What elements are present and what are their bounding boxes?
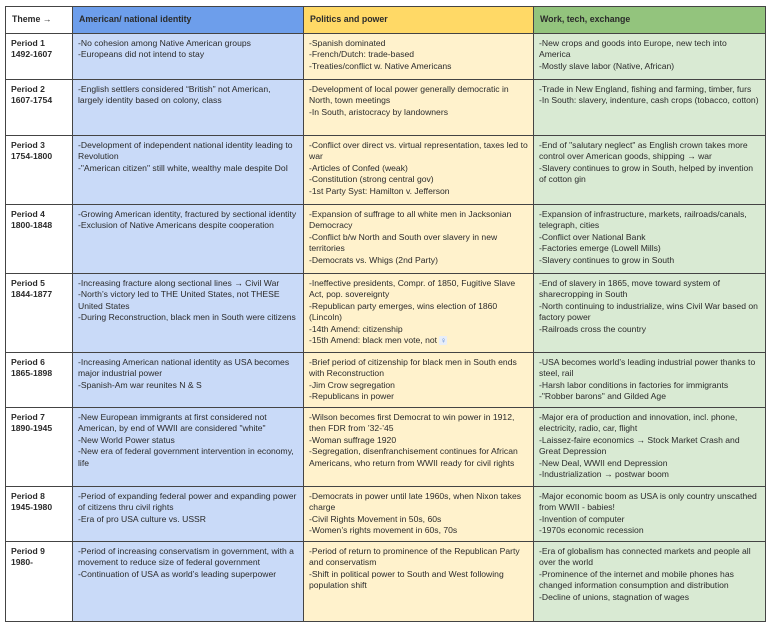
bullet-text [309, 232, 528, 255]
bullet-label: -Growing American identity, fractured by sectional identity [78, 209, 297, 219]
work-cell [534, 136, 766, 205]
bullet-label: -Spanish dominated [309, 38, 386, 48]
bullet-text [539, 255, 760, 266]
politics-cell [304, 80, 534, 136]
bullet-text [78, 84, 298, 107]
bullet-label: -"American citizen" still white, wealthy male despite DoI [78, 162, 289, 173]
bullet-label: -Prominence of the internet and mobile phones has changed information consumption and distribution [539, 568, 734, 591]
period-cell [6, 34, 73, 80]
period-years: 1754-1800 [11, 151, 53, 162]
bullet-label: -Exclusion of Native Americans despite cooperation [78, 220, 274, 231]
bullet-text [539, 243, 760, 254]
bullet-label: -Mostly slave labor (Native, African) [539, 60, 675, 71]
bullet-label: -Era of globalism has connected markets and people all over the world [539, 546, 751, 568]
bullet-label: -Ineffective presidents, Compr. of 1850, Fugitive Slave Act, pop. sovereignty [309, 278, 516, 300]
table-row [6, 205, 766, 274]
bullet-text [78, 514, 298, 525]
bullet-text [78, 435, 298, 446]
identity-cell [73, 34, 304, 80]
period-years: 1980- [11, 557, 33, 568]
history-themes-table [5, 6, 766, 622]
bullet-label: -Conflict over National Bank [539, 231, 646, 242]
period-label: Period 2 [11, 84, 45, 94]
period-cell [6, 353, 73, 408]
bullet-text [309, 278, 528, 301]
period-label: Period 5 [11, 278, 45, 288]
bullet-text [78, 220, 298, 231]
bullet-label: -North’s victory led to THE United States, not THESE United States [78, 289, 280, 311]
bullet-text [539, 469, 760, 480]
bullet-label: -Development of local power generally democratic in North, town meetings [309, 84, 509, 106]
period-years: 1492-1607 [11, 49, 53, 60]
bullet-text [309, 446, 528, 469]
identity-cell [73, 80, 304, 136]
bullet-text [539, 163, 760, 186]
bullet-label: -North continuing to industrialize, wins Civil War based on factory power [539, 300, 758, 323]
bullet-text [78, 289, 298, 312]
table-row [6, 136, 766, 205]
bullet-label: -Slavery continues to grow in South, helped by invention of cotton gin [539, 162, 754, 185]
bullet-label: -Democrats in power until late 1960s, when Nixon takes charge [309, 491, 522, 513]
identity-cell [73, 274, 304, 353]
bullet-text [539, 232, 760, 243]
bullet-text [539, 491, 760, 514]
bullet-label: -USA becomes world’s leading industrial power thanks to steel, rail [539, 357, 756, 379]
table-row [6, 408, 766, 487]
bullet-label: -Laissez-faire economics → Stock Market Crash and Great Depression [539, 434, 740, 457]
bullet-label: -New Deal, WWII end Depression [539, 457, 668, 468]
work-cell [534, 274, 766, 353]
bullet-label: -Democrats vs. Whigs (2nd Party) [309, 254, 438, 265]
period-years: 1890-1945 [11, 423, 53, 434]
bullet-text [539, 514, 760, 525]
bullet-text [309, 61, 528, 72]
bullet-label: -Increasing American national identity as USA becomes major industrial power [78, 357, 290, 379]
bullet-label: -Invention of computer [539, 513, 625, 524]
bullet-label: -New era of federal government intervention in economy, life [78, 446, 294, 468]
bullet-text [78, 357, 298, 380]
bullet-label: -Major era of production and innovation, incl. phone, electricity, radio, car, flight [539, 412, 738, 434]
bullet-text [539, 61, 760, 72]
politics-header: Politics and power [304, 7, 534, 34]
bullet-text [309, 335, 528, 346]
table-row [6, 353, 766, 408]
bullet-label: -New European immigrants at first considered not American, by end of WWII are considered "white" [78, 412, 267, 434]
politics-cell [304, 274, 534, 353]
bullet-text [78, 163, 298, 174]
identity-cell [73, 353, 304, 408]
politics-cell [304, 487, 534, 542]
politics-cell [304, 205, 534, 274]
bullet-label: -Continuation of USA as world’s leading superpower [78, 568, 277, 579]
bullet-label: -Treaties/conflict w. Native Americans [309, 60, 452, 71]
table-row [6, 34, 766, 80]
period-cell [6, 136, 73, 205]
bullet-text [309, 107, 528, 118]
identity-cell [73, 487, 304, 542]
work-cell [534, 408, 766, 487]
bullet-label: -Civil Rights Movement in 50s, 60s [309, 513, 442, 524]
bullet-text [78, 209, 298, 220]
bullet-text [309, 163, 528, 174]
bullet-label: -Brief period of citizenship for black men in South ends with Reconstruction [309, 357, 517, 379]
bullet-label: -Shift in political power to South and West following population shift [309, 568, 504, 591]
bullet-text [539, 412, 760, 435]
period-label: Period 4 [11, 209, 45, 219]
bullet-text [309, 491, 528, 514]
bullet-label: -Wilson becomes first Democrat to win power in 1912, then FDR from ’32-’45 [309, 412, 515, 434]
bullet-text [309, 546, 528, 569]
bullet-label: -Republicans in power [309, 391, 395, 402]
period-cell [6, 205, 73, 274]
bullet-label: -Conflict over direct vs. virtual representation, taxes led to war [309, 140, 528, 162]
bullet-label: -Jim Crow segregation [309, 379, 395, 390]
bullet-text [539, 525, 760, 536]
bullet-text [78, 38, 298, 49]
bullet-text [309, 209, 528, 232]
female-symbol-icon: ♀ [440, 336, 447, 346]
bullet-text [309, 255, 528, 266]
period-label: Period 3 [11, 140, 45, 150]
period-cell [6, 408, 73, 487]
bullet-text [309, 357, 528, 380]
bullet-label: -Spanish-Am war reunites N & S [78, 379, 202, 390]
bullet-label: -Increasing fracture along sectional lines → Civil War [78, 278, 280, 288]
bullet-text [539, 592, 760, 603]
bullet-label: -1st Party Syst: Hamilton v. Jefferson [309, 185, 450, 196]
bullet-text [78, 312, 298, 323]
bullet-text [539, 569, 760, 592]
bullet-label: -Industrialization → postwar boom [539, 469, 669, 480]
bullet-text [539, 209, 760, 232]
bullet-label: -New crops and goods into Europe, new tech into America [539, 38, 727, 60]
table-row [6, 80, 766, 136]
bullet-text [309, 174, 528, 185]
bullet-text [78, 278, 298, 289]
bullet-text [309, 569, 528, 592]
bullet-text [78, 412, 298, 435]
bullet-label: -"Robber barons" and Gilded Age [539, 391, 666, 402]
politics-cell [304, 353, 534, 408]
bullet-label: -End of "salutary neglect" as English crown takes more control over American goods, shipping → war [539, 140, 748, 162]
bullet-text [539, 380, 760, 391]
period-years: 1800-1848 [11, 220, 53, 231]
politics-cell [304, 136, 534, 205]
bullet-label: -Period of expanding federal power and expanding power of citizens thru civil rights [78, 491, 297, 513]
bullet-text [78, 140, 298, 163]
bullet-text [309, 525, 528, 536]
identity-cell [73, 205, 304, 274]
period-cell [6, 80, 73, 136]
period-years: 1865-1898 [11, 368, 53, 379]
bullet-text [539, 278, 760, 301]
identity-header: American/ national identity [73, 7, 304, 34]
bullet-label: -Era of pro USA culture vs. USSR [78, 513, 206, 524]
bullet-text [539, 84, 760, 95]
bullet-text [539, 546, 760, 569]
bullet-label: -In South: slavery, indenture, cash crops (tobacco, cotton) [539, 95, 759, 106]
period-label: Period 6 [11, 357, 45, 367]
bullet-text [309, 186, 528, 197]
bullet-label: -French/Dutch: trade-based [309, 49, 415, 60]
period-years: 1945-1980 [11, 502, 53, 513]
period-years: 1844-1877 [11, 289, 53, 300]
bullet-label: -Decline of unions, stagnation of wages [539, 591, 690, 602]
theme-header: Theme → [6, 7, 73, 34]
identity-cell [73, 542, 304, 622]
bullet-label: -Major economic boom as USA is only country unscathed from WWII - babies! [539, 491, 757, 513]
bullet-label: -In South, aristocracy by landowners [309, 106, 448, 117]
bullet-label: -Expansion of infrastructure, markets, railroads/canals, telegraph, cities [539, 209, 747, 231]
bullet-label: -Articles of Confed (weak) [309, 162, 408, 173]
bullet-text [309, 514, 528, 525]
bullet-text [539, 301, 760, 324]
bullet-text [78, 569, 298, 580]
bullet-text [78, 491, 298, 514]
politics-cell [304, 408, 534, 487]
bullet-text [539, 324, 760, 335]
period-label: Period 9 [11, 546, 45, 556]
bullet-label: -Expansion of suffrage to all white men in Jacksonian Democracy [309, 209, 512, 231]
period-label: Period 8 [11, 491, 45, 501]
bullet-text [539, 357, 760, 380]
bullet-label: -Republican party emerges, wins election of 1860 (Lincoln) [309, 300, 498, 323]
bullet-text [309, 391, 528, 402]
bullet-label: -Trade in New England, fishing and farming, timber, furs [539, 84, 752, 94]
period-cell [6, 487, 73, 542]
table-row [6, 542, 766, 622]
period-label: Period 1 [11, 38, 45, 48]
bullet-label: -15th Amend: black men vote, not [309, 335, 438, 346]
bullet-label: -Constitution (strong central gov) [309, 174, 434, 185]
header-row [6, 7, 766, 34]
bullet-label: -Women’s rights movement in 60s, 70s [309, 525, 458, 536]
bullet-text [78, 546, 298, 569]
work-cell [534, 205, 766, 274]
bullet-text [78, 446, 298, 469]
bullet-text [78, 380, 298, 391]
bullet-text [539, 391, 760, 402]
identity-cell [73, 408, 304, 487]
bullet-label: -Conflict b/w North and South over slavery in new territories [309, 231, 498, 254]
work-cell [534, 542, 766, 622]
bullet-text [539, 95, 760, 106]
work-cell [534, 487, 766, 542]
bullet-text [309, 412, 528, 435]
bullet-label: -During Reconstruction, black men in South were citizens [78, 312, 296, 323]
bullet-label: -End of slavery in 1865, move toward system of sharecropping in South [539, 278, 721, 300]
period-cell [6, 542, 73, 622]
work-cell [534, 80, 766, 136]
bullet-text [309, 435, 528, 446]
bullet-label: -Segregation, disenfranchisement continues for African Americans, who return from WWII ready for civil rights [309, 446, 518, 468]
bullet-label: -No cohesion among Native American groups [78, 38, 251, 48]
bullet-label: -Period of increasing conservatism in government, with a movement to reduce size of federal government [78, 546, 294, 568]
bullet-text [78, 49, 298, 60]
bullet-text [539, 38, 760, 61]
bullet-text [539, 458, 760, 469]
bullet-text [309, 49, 528, 60]
bullet-label: -Development of independent national identity leading to Revolution [78, 140, 293, 162]
bullet-text [309, 140, 528, 163]
bullet-label: -Harsh labor conditions in factories for immigrants [539, 379, 729, 390]
period-label: Period 7 [11, 412, 45, 422]
bullet-text [309, 380, 528, 391]
table-body [6, 34, 766, 622]
bullet-text [539, 140, 760, 163]
work-cell [534, 353, 766, 408]
bullet-text [539, 435, 760, 458]
bullet-text [309, 38, 528, 49]
politics-cell [304, 542, 534, 622]
bullet-text [309, 301, 528, 324]
work-header: Work, tech, exchange [534, 7, 766, 34]
bullet-label: -Europeans did not intend to stay [78, 49, 205, 60]
identity-cell [73, 136, 304, 205]
bullet-label: -Factories emerge (Lowell Mills) [539, 243, 661, 254]
table-row [6, 274, 766, 353]
bullet-text [309, 324, 528, 335]
work-cell [534, 34, 766, 80]
bullet-label: -1970s economic recession [539, 525, 644, 536]
bullet-label: -New World Power status [78, 434, 175, 445]
bullet-label: -Slavery continues to grow in South [539, 254, 675, 265]
bullet-label: -Woman suffrage 1920 [309, 434, 397, 445]
table-row [6, 487, 766, 542]
politics-cell [304, 34, 534, 80]
bullet-text [309, 84, 528, 107]
period-cell [6, 274, 73, 353]
bullet-label: -14th Amend: citizenship [309, 323, 403, 334]
period-years: 1607-1754 [11, 95, 53, 106]
bullet-label: -English settlers considered “British” not American, largely identity based on colony, class [78, 84, 271, 106]
bullet-label: -Period of return to prominence of the Republican Party and conservatism [309, 546, 520, 568]
bullet-label: -Railroads cross the country [539, 323, 646, 334]
